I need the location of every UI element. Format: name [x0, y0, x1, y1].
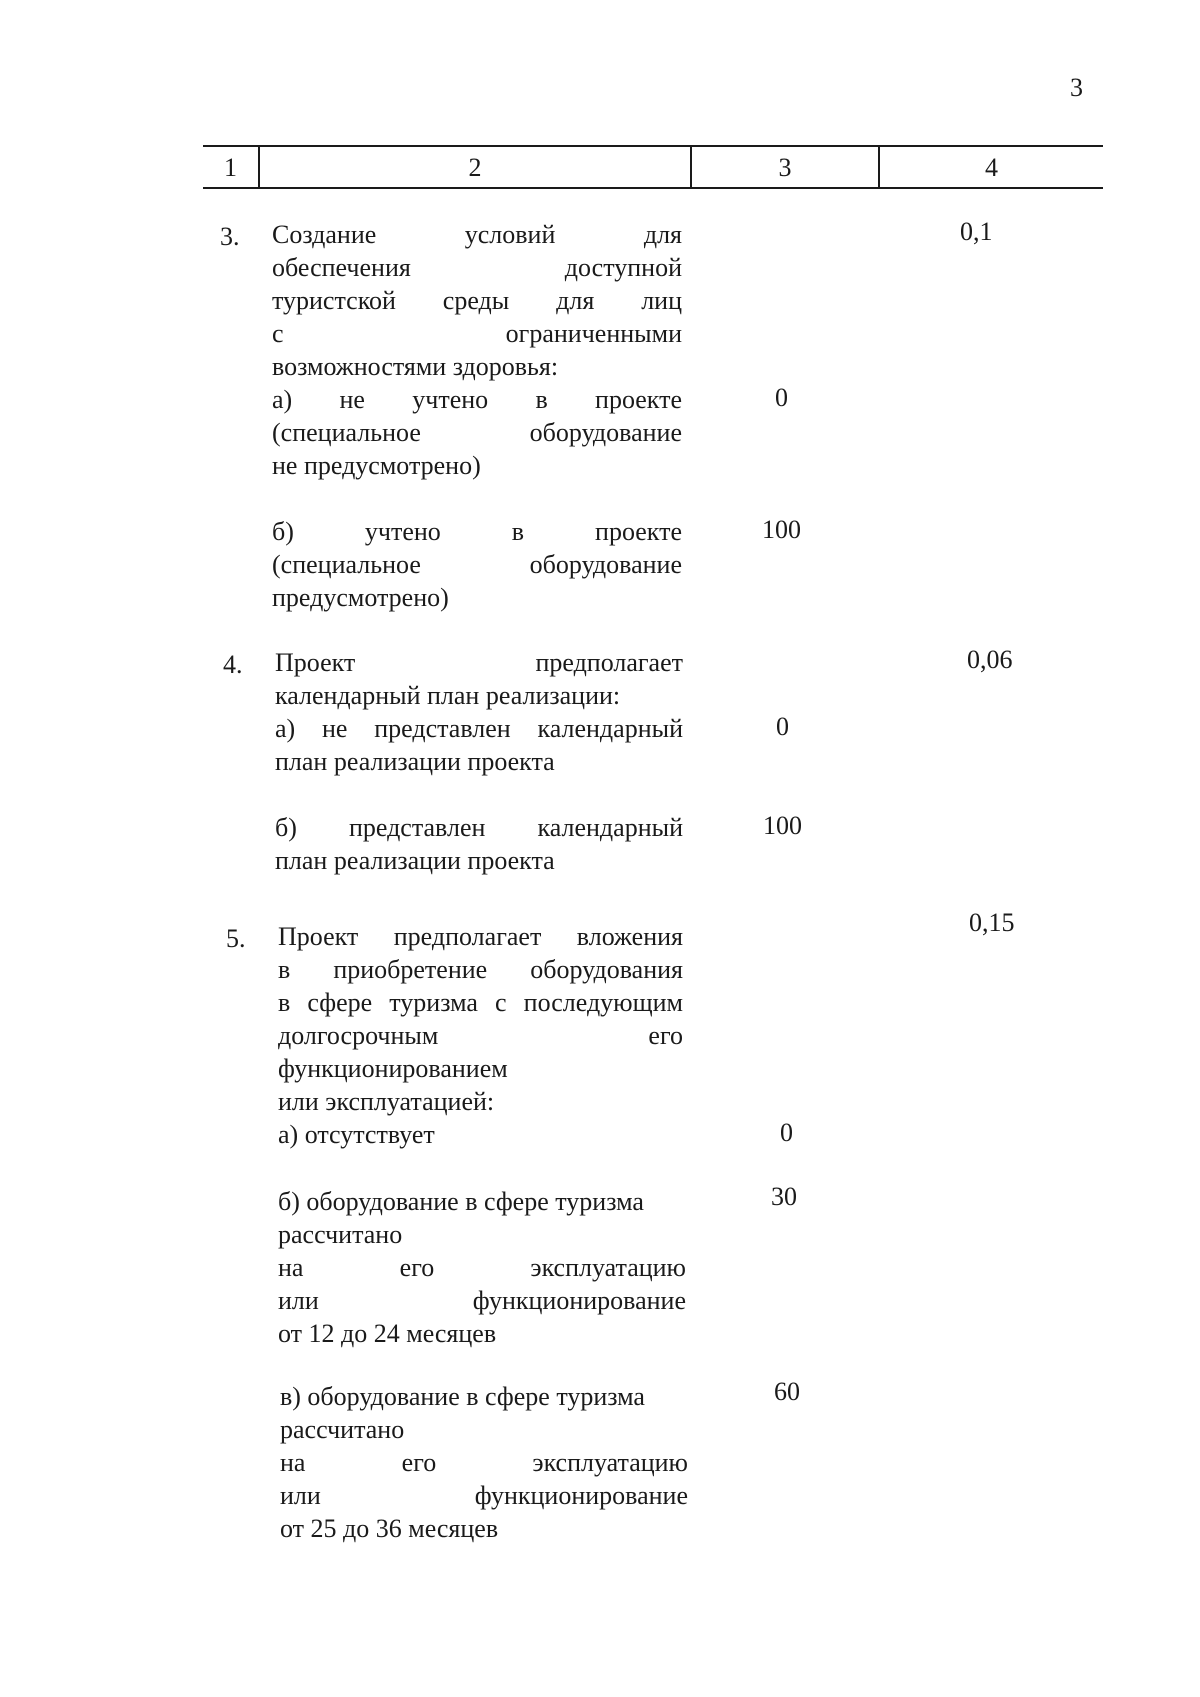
text-line: в сфере туризма с последующим [278, 988, 683, 1017]
text-line: план реализации проекта [275, 747, 555, 776]
option-score: 0 [775, 383, 788, 412]
text-line: или функционирование [280, 1481, 688, 1510]
text-line: долгосрочным его [278, 1021, 683, 1050]
text-line: а) не учтено в проекте [272, 385, 682, 414]
text-line: на его эксплуатацию [280, 1448, 688, 1477]
text-line: (специальное оборудование [272, 418, 682, 447]
text-line: с ограниченными [272, 319, 682, 348]
text-line: рассчитано [278, 1220, 403, 1249]
text-line: Проект предполагает [275, 648, 683, 677]
text-line: от 25 до 36 месяцев [280, 1514, 499, 1543]
item-weight: 0,06 [967, 645, 1013, 674]
text-line: б) учтено в проекте [272, 517, 682, 546]
option-score: 100 [763, 811, 802, 840]
text-line: план реализации проекта [275, 846, 555, 875]
text-line: б) представлен календарный [275, 813, 683, 842]
header-top-border [203, 145, 1103, 147]
item-weight: 0,1 [960, 217, 993, 246]
text-line: не предусмотрено) [272, 451, 481, 480]
text-line: а) не представлен календарный [275, 714, 683, 743]
page-number: 3 [1070, 73, 1083, 102]
item-number: 4. [223, 650, 243, 679]
text-line: Создание условий для [272, 220, 682, 249]
option-score: 30 [771, 1182, 797, 1211]
item-number: 3. [220, 222, 240, 251]
text-line: функционированием [278, 1054, 508, 1083]
text-line: в) оборудование в сфере туризма [280, 1382, 645, 1411]
text-line: (специальное оборудование [272, 550, 682, 579]
option-score: 60 [774, 1377, 800, 1406]
text-line: Проект предполагает вложения [278, 922, 683, 951]
option-score: 0 [780, 1118, 793, 1147]
text-line: или эксплуатацией: [278, 1087, 495, 1116]
text-line: от 12 до 24 месяцев [278, 1319, 497, 1348]
text-line: туристской среды для лиц [272, 286, 682, 315]
item-weight: 0,15 [969, 908, 1015, 937]
option-score: 100 [762, 515, 801, 544]
text-line: рассчитано [280, 1415, 405, 1444]
table-header [203, 145, 1103, 189]
header-col-2: 2 [468, 153, 482, 182]
text-line: а) отсутствует [278, 1120, 435, 1149]
text-line: или функционирование [278, 1286, 686, 1315]
text-line: в приобретение оборудования [278, 955, 683, 984]
text-line: календарный план реализации: [275, 681, 621, 710]
header-col-3: 3 [778, 153, 792, 182]
text-line: б) оборудование в сфере туризма [278, 1187, 644, 1216]
header-col-4: 4 [985, 153, 998, 182]
text-line: обеспечения доступной [272, 253, 682, 282]
text-line: возможностями здоровья: [272, 352, 559, 381]
item-number: 5. [226, 924, 246, 953]
header-bottom-border [203, 187, 1103, 189]
text-line: предусмотрено) [272, 583, 449, 612]
text-line: на его эксплуатацию [278, 1253, 686, 1282]
option-score: 0 [776, 712, 789, 741]
header-col-1: 1 [224, 153, 237, 182]
